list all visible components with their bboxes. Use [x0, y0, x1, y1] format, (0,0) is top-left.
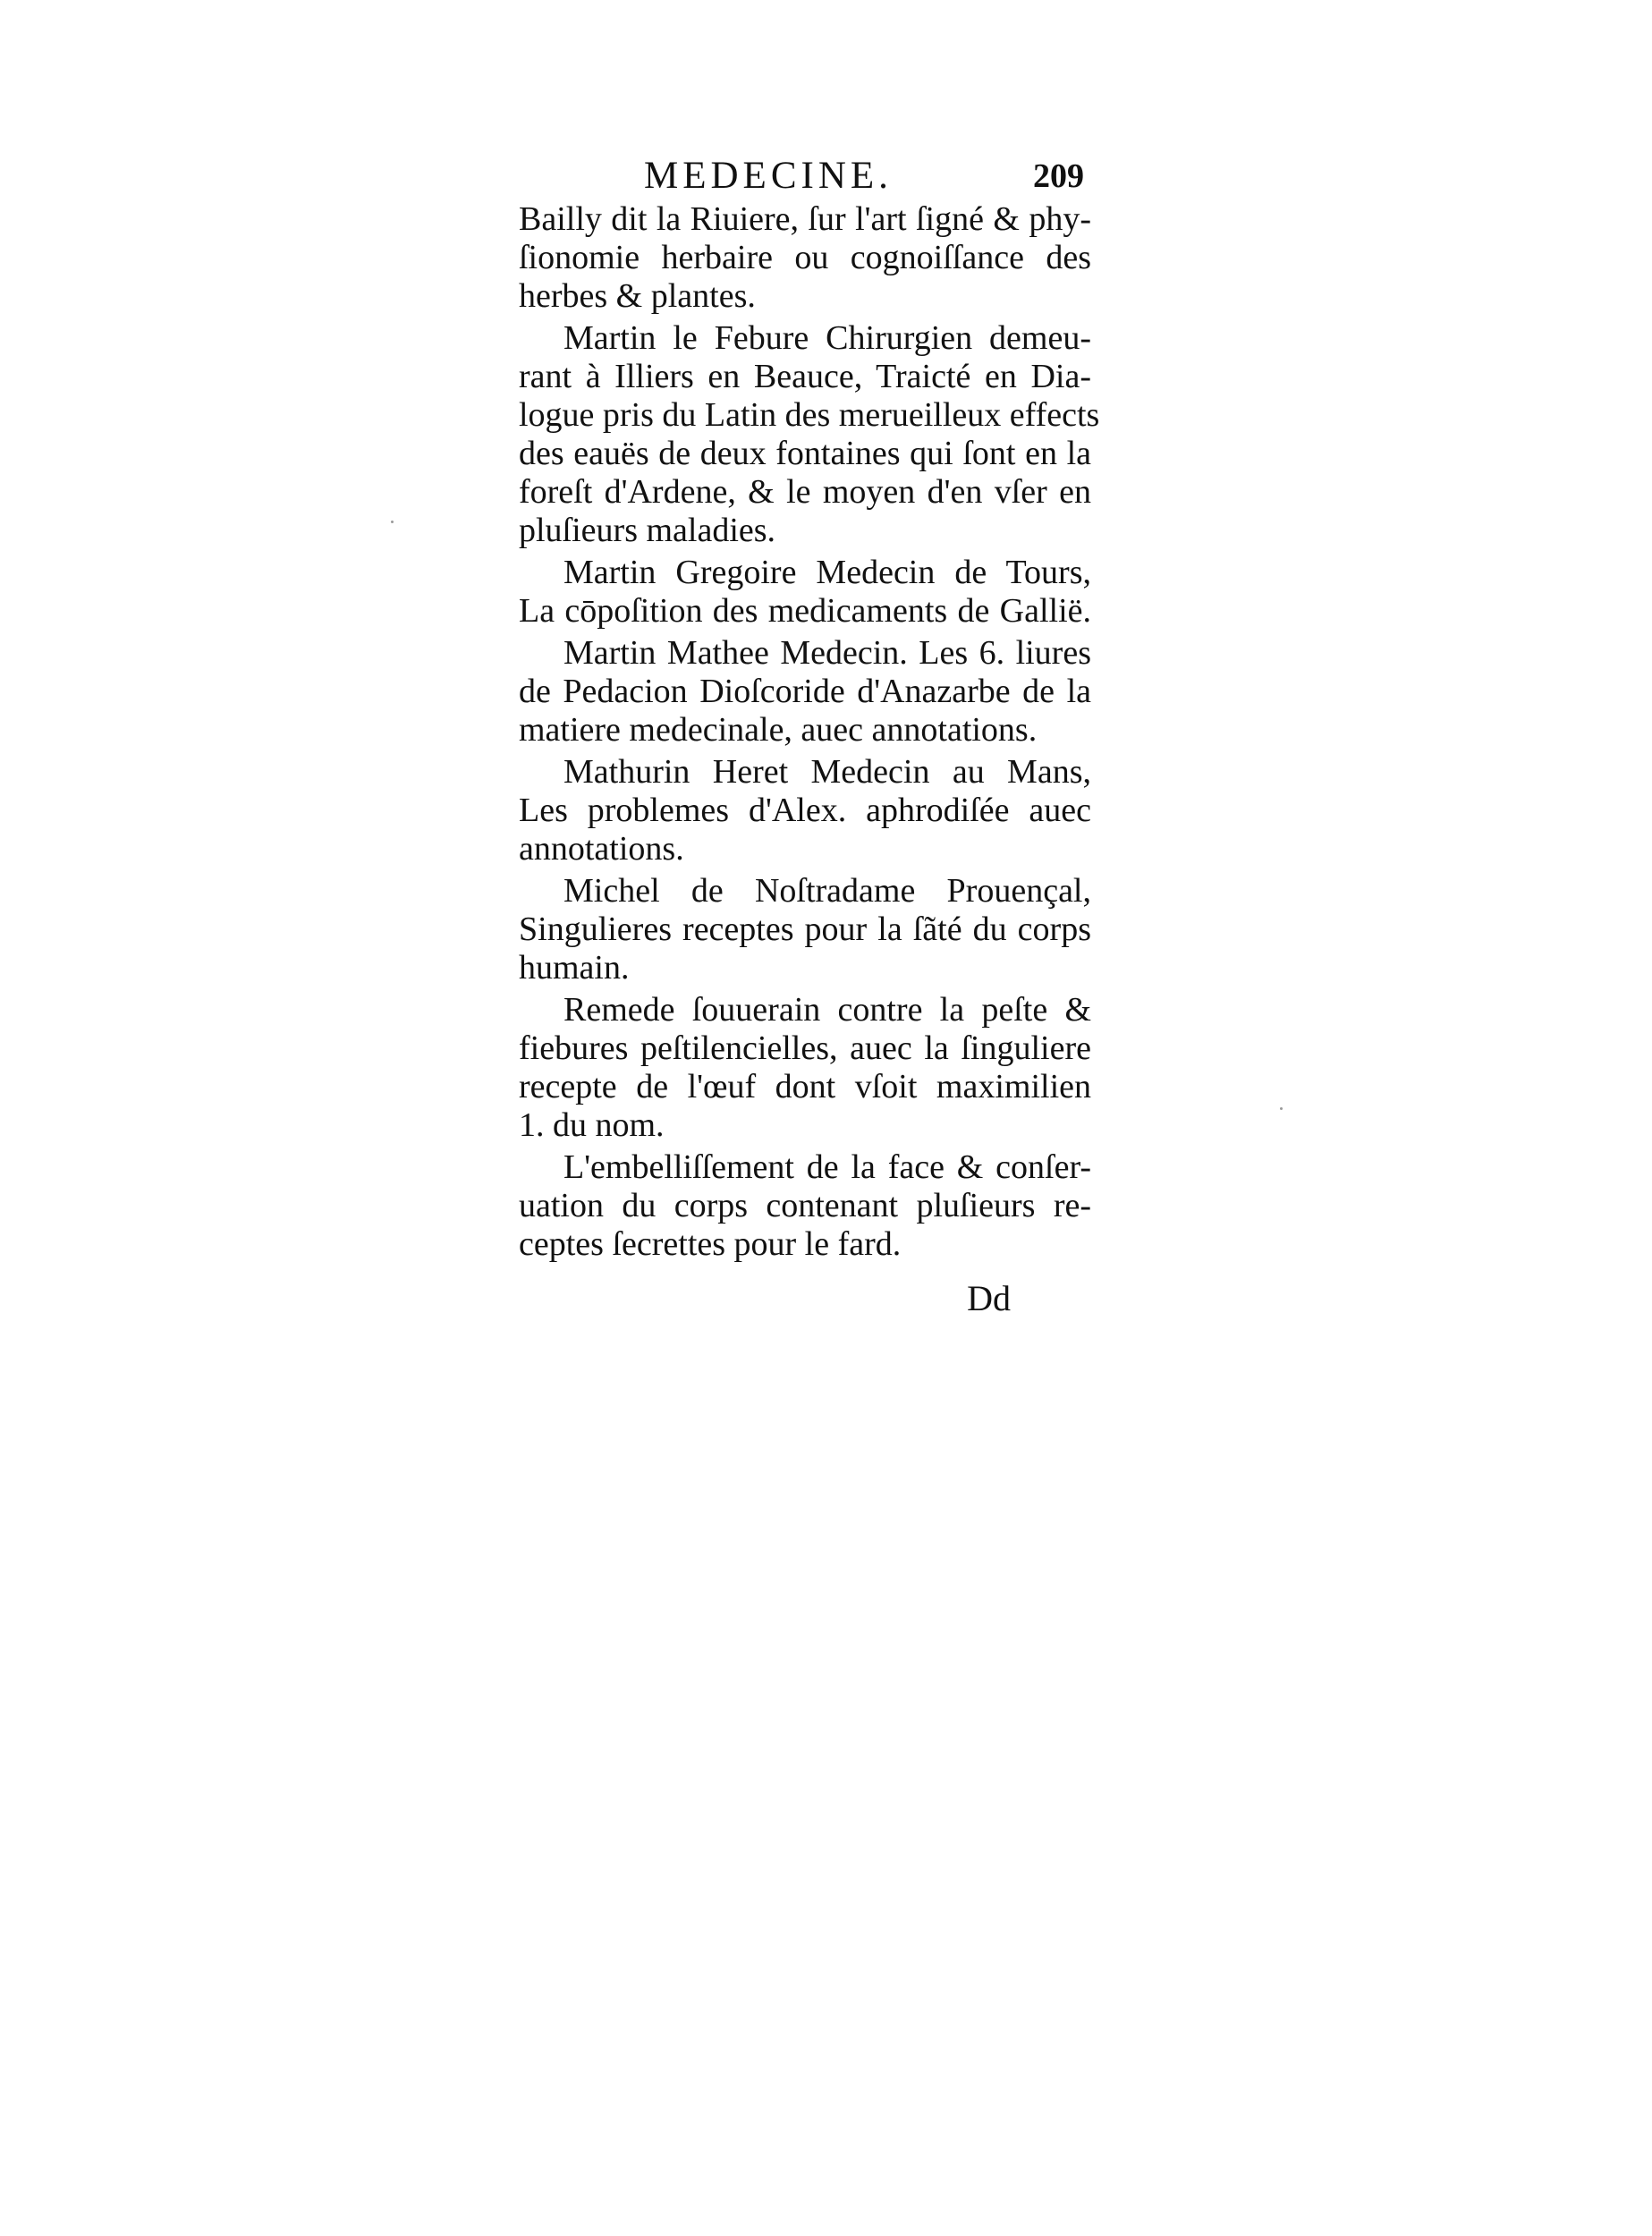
- paper-speck: [391, 521, 394, 523]
- running-head: [519, 152, 1091, 200]
- text-line: logue pris du Latin des merueilleux effects: [519, 396, 1100, 434]
- text-line: matiere medecinale, auec annotations.: [519, 711, 1038, 749]
- text-line: ceptes ſecrettes pour le fard.: [519, 1225, 902, 1263]
- text-line: L'embelliſſement de la face & conſer-: [563, 1148, 1091, 1186]
- text-line: Singulieres receptes pour la ſãté du corps: [519, 910, 1091, 948]
- text-line: uation du corps contenant pluſieurs re-: [519, 1187, 1091, 1224]
- entry-mathurin-heret: [519, 753, 1091, 868]
- text-line: humain.: [519, 949, 630, 987]
- text-block: [519, 152, 1100, 1326]
- entry-michel-de-nostradame: [519, 872, 1091, 987]
- entry-embellissement: [519, 1148, 1091, 1264]
- text-line: de Pedacion Dioſcoride d'Anazarbe de la: [519, 673, 1091, 710]
- entry-martin-gregoire: [519, 554, 1091, 631]
- catchword: [519, 1276, 1091, 1326]
- text-line: des eauës de deux fontaines qui ſont en la: [519, 435, 1091, 472]
- text-line: ſionomie herbaire ou cognoiſſance des: [519, 239, 1091, 276]
- entry-bailly: [519, 200, 1091, 316]
- text-line: pluſieurs maladies.: [519, 512, 776, 549]
- entry-martin-mathee: [519, 634, 1091, 750]
- text-line: Remede ſouuerain contre la peſte &: [563, 991, 1091, 1029]
- running-title: MEDECINE.: [644, 155, 893, 197]
- text-line: Martin Mathee Medecin. Les 6. liures: [563, 634, 1091, 672]
- text-line: fiebures peſtilencielles, auec la ſinguliere: [519, 1029, 1091, 1067]
- text-line: Martin Gregoire Medecin de Tours,: [563, 554, 1091, 591]
- text-line: Mathurin Heret Medecin au Mans,: [563, 753, 1091, 791]
- text-line: Les problemes d'Alex. aphrodiſée auec: [519, 792, 1091, 829]
- entry-martin-le-febure: [519, 319, 1100, 550]
- page-number: 209: [1033, 157, 1084, 195]
- catchword-text: Dd: [967, 1278, 1011, 1318]
- text-line: rant à Illiers en Beauce, Traicté en Dia-: [519, 358, 1091, 395]
- text-line: foreſt d'Ardene, & le moyen d'en vſer en: [519, 473, 1091, 511]
- text-line: herbes & plantes.: [519, 277, 756, 315]
- text-line: Michel de Noſtradame Prouençal,: [563, 872, 1091, 910]
- paper-speck: [1280, 1107, 1283, 1110]
- text-line: 1. du nom.: [519, 1106, 665, 1144]
- text-line: recepte de l'œuf dont vſoit maximilien: [519, 1068, 1091, 1105]
- text-line: Bailly dit la Riuiere, ſur l'art ſigné & phy-: [519, 200, 1091, 238]
- text-line: La cōpoſition des medicaments de Gallië.: [519, 592, 1091, 630]
- text-line: Martin le Febure Chirurgien demeu-: [563, 319, 1091, 357]
- entry-remede-souuerain: [519, 991, 1091, 1145]
- text-line: annotations.: [519, 830, 684, 868]
